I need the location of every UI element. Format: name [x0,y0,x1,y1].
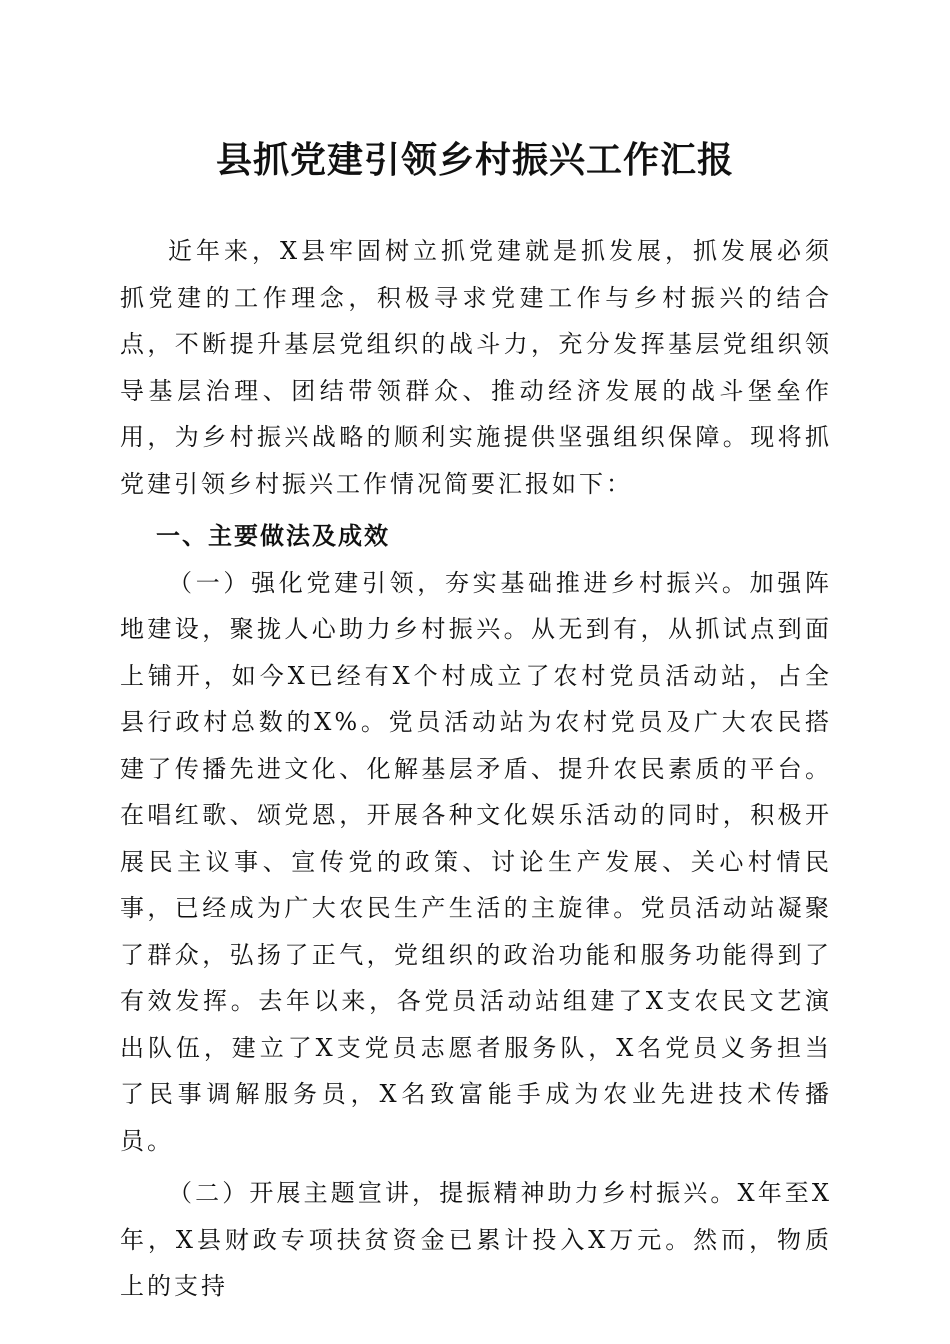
document-title: 县抓党建引领乡村振兴工作汇报 [215,139,734,181]
section-heading: 一、主要做法及成效 [156,522,390,550]
intro-paragraph: 近年来，X县牢固树立抓党建就是抓发展，抓发展必须抓党建的工作理念，积极寻求党建工作与乡村振兴的结合点，不断提升基层党组织的战斗力，充分发挥基层党组织领导基层治理、团结带领群众、推动经济发展的战斗堡垒作用，为乡村振兴战略的顺利实施提供坚强组织保障。现将抓党建引领乡村振兴工作情况简要汇报如下： [120,237,832,498]
item-1-lead: （一）强化党建引领，夯实基础推进乡村振兴。 [168,568,750,597]
section-item-2 [120,1170,832,1310]
document-body [120,228,832,1310]
item-1-text: 加强阵地建设，聚拢人心助力乡村振兴。从无到有，从抓试点到面上铺开，如今X已经有X个村成立了农村党员活动站，占全县行政村总数的X%。党员活动站为农村党员及广大农民搭建了传播先进文化、化解基层矛盾、提升农民素质的平台。在唱红歌、颂党恩，开展各种文化娱乐活动的同时，积极开展民主议事、宣传党的政策、讨论生产发展、关心村情民事，已经成为广大农民生产生活的主旋律。党员活动站凝聚了群众，弘扬了正气，党组织的政治功能和服务功能得到了有效发挥。去年以来，各党员活动站组建了X支农民文艺演出队伍，建立了X支党员志愿者服务队，X名党员义务担当了民事调解服务员，X名致富能手成为农业先进技术传播员。 [120,568,833,1155]
item-2-lead: （二）开展主题宣讲，提振精神助力乡村振兴。 [168,1179,738,1207]
item-2-text: X年至X年，X县财政专项扶贫资金已累计投入X万元。然而，物质上的支持 [120,1179,833,1300]
section-item-1 [120,560,832,1165]
